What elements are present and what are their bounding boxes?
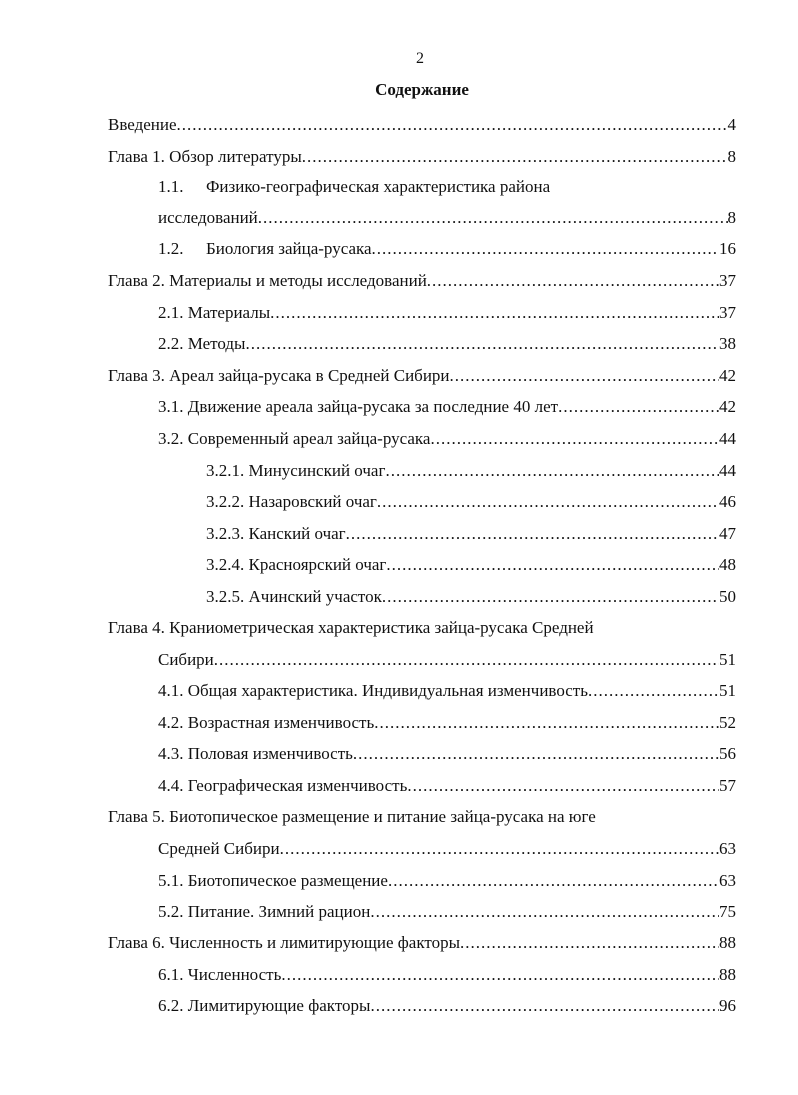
toc-entry-text: Введение [108, 115, 177, 134]
toc-entry-text: Глава 4. Краниометрическая характеристика зайца-русака Средней [108, 618, 594, 637]
toc-entry-text: Биология зайца-русака [206, 239, 372, 258]
toc-entry-text: 2.2. Методы [158, 334, 246, 353]
toc-title: Содержание [375, 80, 469, 99]
toc-entry-page: 96 [719, 996, 736, 1015]
toc-entry-text: Физико-географическая характеристика района [206, 177, 551, 196]
toc-entry-number: 1.1. [158, 177, 184, 196]
toc-entry-chapter-4-line1[interactable] [108, 617, 594, 639]
toc-entry-text: Глава 6. Численность и лимитирующие факторы [108, 933, 460, 952]
dot-leader [370, 995, 719, 1017]
dot-leader [588, 680, 719, 702]
toc-entry-text: 3.2.4. Красноярский очаг [206, 555, 387, 574]
toc-entry-page: 56 [719, 744, 736, 763]
toc-entry-page: 75 [719, 902, 736, 921]
dot-leader [346, 523, 719, 545]
dot-leader [407, 775, 719, 797]
dot-leader [177, 114, 728, 136]
dot-leader [558, 396, 719, 418]
toc-entry-5-2[interactable] [158, 901, 736, 923]
dot-leader [302, 146, 728, 168]
toc-entry-page: 16 [719, 239, 736, 258]
toc-entry-text: 4.2. Возрастная изменчивость [158, 713, 375, 732]
dot-leader [385, 460, 719, 482]
dot-leader [377, 491, 719, 513]
dot-leader [460, 932, 719, 954]
dot-leader [280, 838, 719, 860]
dot-leader [374, 712, 719, 734]
toc-entry-page: 48 [719, 555, 736, 574]
dot-leader [430, 428, 719, 450]
dot-leader [450, 365, 719, 387]
toc-entry-page: 46 [719, 492, 736, 511]
toc-entry-page: 8 [727, 208, 736, 227]
toc-entry-page: 88 [719, 965, 736, 984]
toc-entry-text: 4.1. Общая характеристика. Индивидуальная изменчивость [158, 681, 588, 700]
toc-entry-page: 63 [719, 839, 736, 858]
toc-entry-page: 57 [719, 776, 736, 795]
toc-entry-text: 2.1. Материалы [158, 303, 271, 322]
toc-entry-text: 3.2.1. Минусинский очаг [206, 461, 386, 480]
toc-entry-introduction[interactable] [108, 114, 736, 136]
toc-entry-text: Глава 5. Биотопическое размещение и питание зайца-русака на юге [108, 807, 596, 826]
toc-entry-text: Сибири [158, 650, 214, 669]
dot-leader [386, 554, 719, 576]
toc-entry-page: 63 [719, 871, 736, 890]
dot-leader [382, 586, 719, 608]
toc-entry-2-1[interactable] [158, 302, 736, 324]
toc-entry-page: 4 [727, 115, 736, 134]
toc-entry-text: 3.2.3. Канский очаг [206, 524, 346, 543]
dot-leader [427, 270, 719, 292]
toc-entry-6-1[interactable] [158, 964, 736, 986]
toc-entry-number: 1.2. [158, 239, 184, 258]
toc-entry-text: 4.3. Половая изменчивость [158, 744, 353, 763]
toc-entry-text: Глава 3. Ареал зайца-русака в Средней Сибири [108, 366, 450, 385]
toc-entry-text: 3.2. Современный ареал зайца-русака [158, 429, 431, 448]
toc-entry-1-2[interactable] [158, 238, 736, 260]
toc-entry-5-1[interactable] [158, 870, 736, 892]
toc-entry-text: Глава 2. Материалы и методы исследований [108, 271, 427, 290]
dot-leader [214, 649, 719, 671]
toc-entry-3-2-3[interactable] [206, 523, 736, 545]
toc-entry-4-1[interactable] [158, 680, 736, 702]
toc-entry-chapter-3[interactable] [108, 365, 736, 387]
toc-entry-text: 6.1. Численность [158, 965, 282, 984]
toc-entry-3-1[interactable] [158, 396, 736, 418]
toc-entry-3-2-5[interactable] [206, 586, 736, 608]
toc-entry-text: Средней Сибири [158, 839, 280, 858]
toc-entry-page: 52 [719, 713, 736, 732]
toc-entry-chapter-2[interactable] [108, 270, 736, 292]
toc-entry-text: исследований [158, 208, 258, 227]
toc-entry-text: 3.1. Движение ареала зайца-русака за последние 40 лет [158, 397, 559, 416]
toc-entry-chapter-6[interactable] [108, 932, 736, 954]
toc-entry-1-1-line1[interactable] [158, 176, 550, 198]
toc-entry-4-2[interactable] [158, 712, 736, 734]
toc-entry-page: 47 [719, 524, 736, 543]
toc-entry-chapter-4-line2[interactable] [158, 649, 736, 671]
toc-entry-chapter-5-line1[interactable] [108, 806, 596, 828]
toc-entry-3-2-4[interactable] [206, 554, 736, 576]
page-number: 2 [416, 50, 424, 67]
dot-leader [258, 207, 728, 229]
toc-entry-page: 38 [719, 334, 736, 353]
toc-entry-text: 3.2.5. Ачинский участок [206, 587, 382, 606]
dot-leader [353, 743, 719, 765]
toc-entry-2-2[interactable] [158, 333, 736, 355]
toc-entry-page: 51 [719, 650, 736, 669]
dot-leader [270, 302, 719, 324]
toc-entry-3-2-1[interactable] [206, 460, 736, 482]
dot-leader [372, 238, 719, 260]
toc-entry-text: 5.1. Биотопическое размещение [158, 871, 388, 890]
toc-entry-page: 8 [727, 147, 736, 166]
dot-leader [388, 870, 719, 892]
toc-entry-text: Глава 1. Обзор литературы [108, 147, 302, 166]
toc-entry-text: 6.2. Лимитирующие факторы [158, 996, 371, 1015]
toc-entry-page: 50 [719, 587, 736, 606]
toc-entry-text: 5.2. Питание. Зимний рацион [158, 902, 371, 921]
toc-entry-4-4[interactable] [158, 775, 736, 797]
toc-entry-page: 37 [719, 303, 736, 322]
toc-entry-page: 44 [719, 429, 736, 448]
toc-entry-1-1-line2[interactable] [158, 207, 736, 229]
toc-entry-page: 88 [719, 933, 736, 952]
toc-entry-6-2[interactable] [158, 995, 736, 1017]
toc-entry-3-2[interactable] [158, 428, 736, 450]
dot-leader [245, 333, 719, 355]
toc-entry-page: 42 [719, 366, 736, 385]
toc-entry-page: 42 [719, 397, 736, 416]
toc-entry-page: 44 [719, 461, 736, 480]
dot-leader [281, 964, 719, 986]
toc-entry-3-2-2[interactable] [206, 491, 736, 513]
toc-entry-text: 4.4. Географическая изменчивость [158, 776, 408, 795]
toc-entry-page: 37 [719, 271, 736, 290]
dot-leader [370, 901, 719, 923]
toc-entry-text: 3.2.2. Назаровский очаг [206, 492, 377, 511]
toc-entry-page: 51 [719, 681, 736, 700]
toc-entry-chapter-5-line2[interactable] [158, 838, 736, 860]
toc-entry-4-3[interactable] [158, 743, 736, 765]
toc-entry-chapter-1[interactable] [108, 146, 736, 168]
